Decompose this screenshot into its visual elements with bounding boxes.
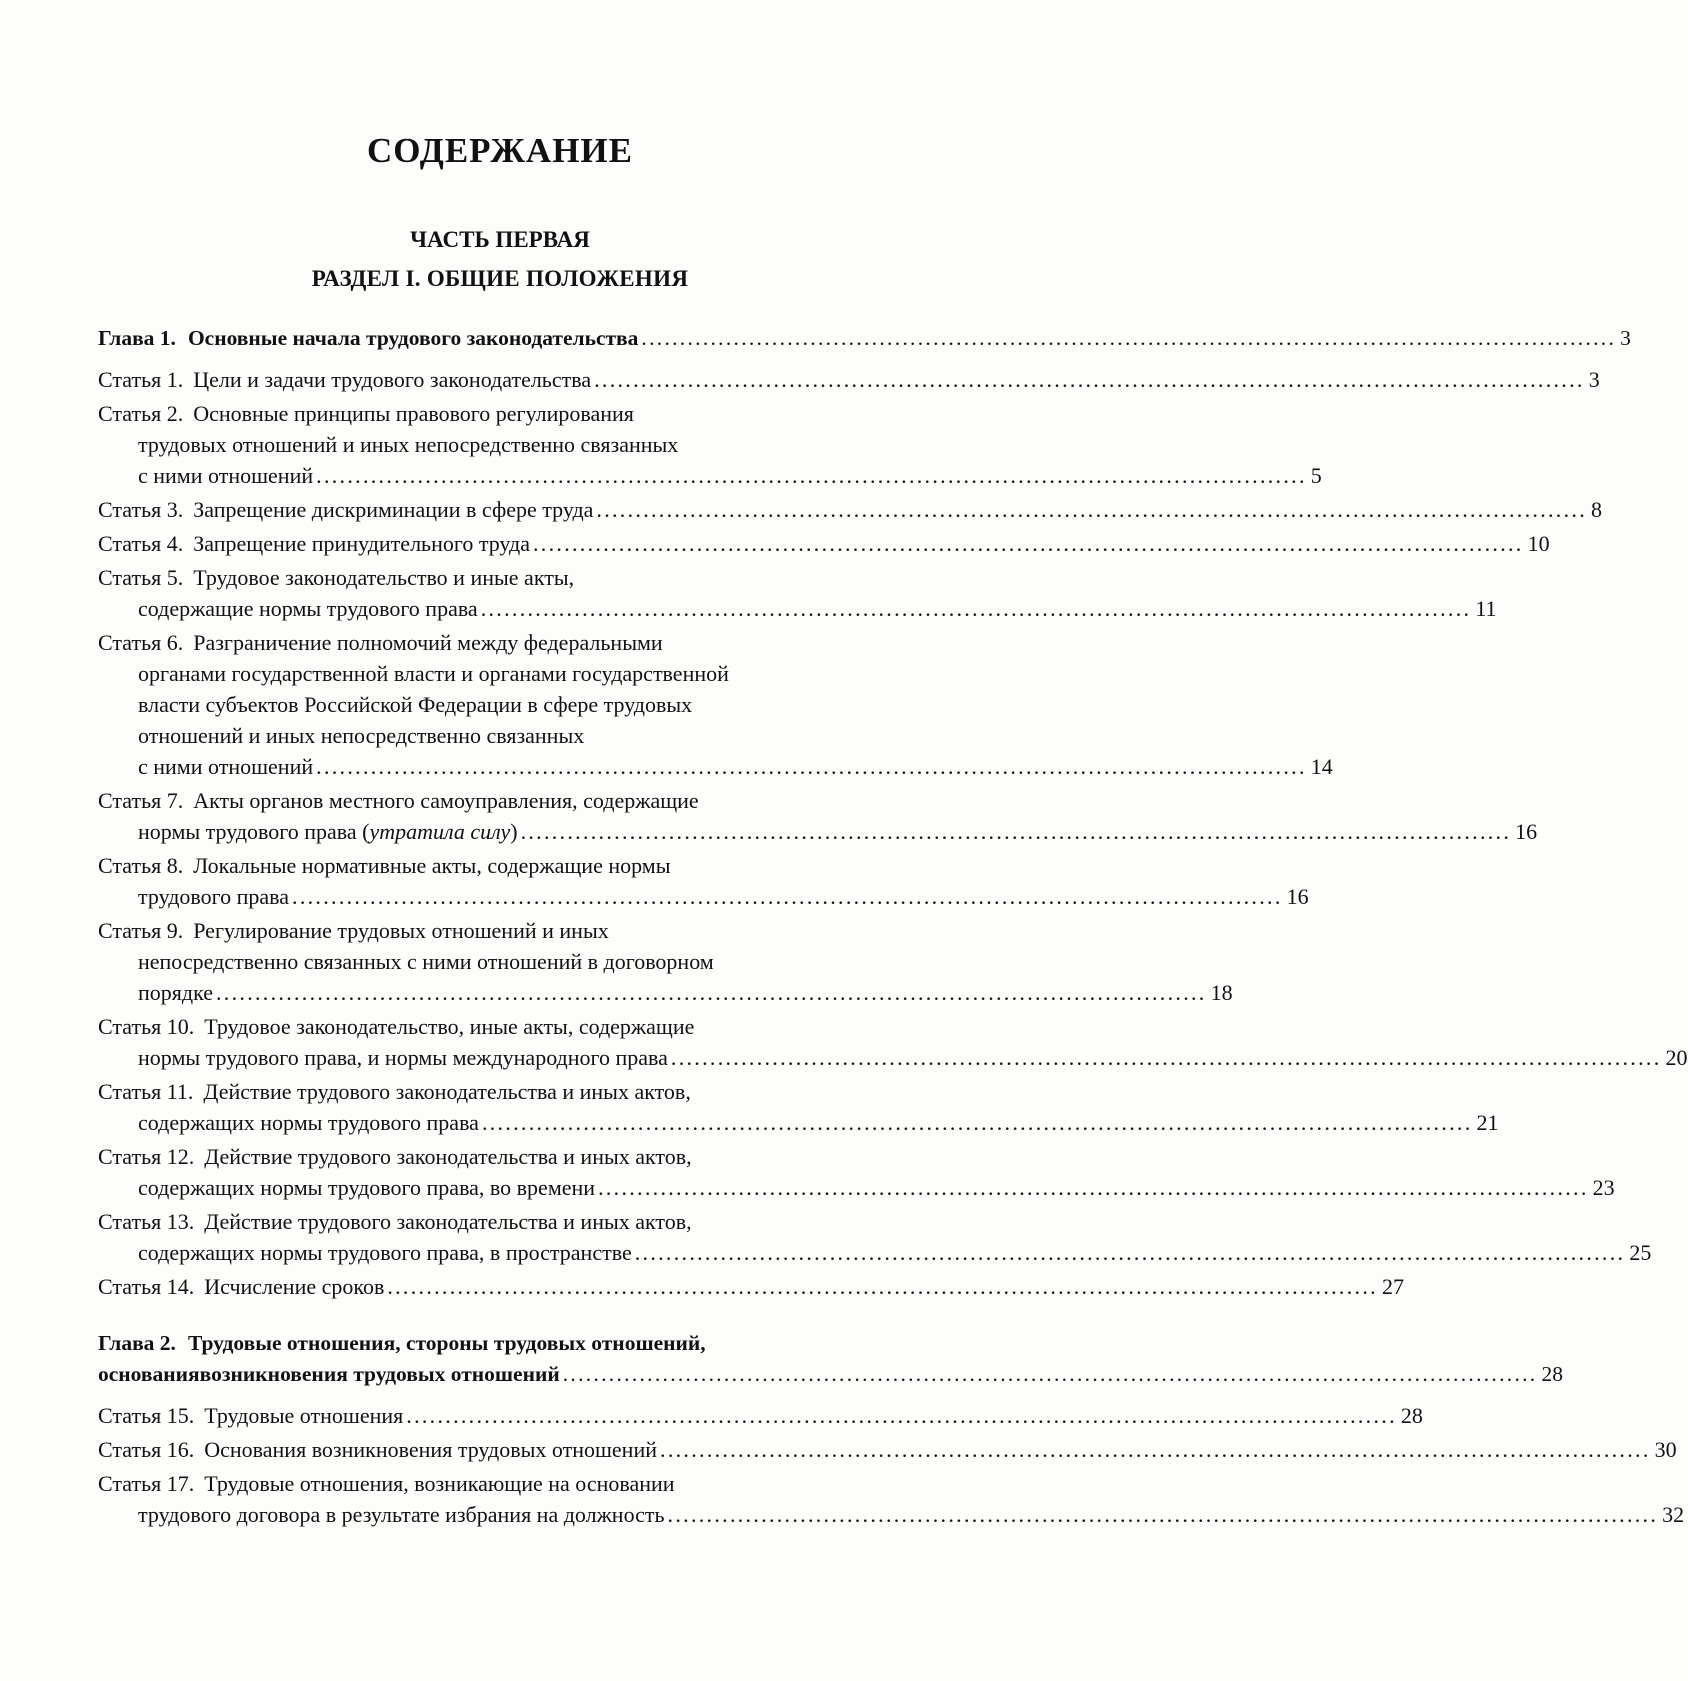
- article-label: Статья 2.: [98, 401, 184, 426]
- article-entry: [98, 1076, 1499, 1138]
- dot-leader: ...............................................................................................................................: [670, 1045, 1662, 1070]
- part-title: ЧАСТЬ ПЕРВАЯ: [410, 227, 590, 252]
- article-entry: [98, 1141, 1615, 1203]
- article-title-line: Действие трудового законодательства и иных актов,: [204, 1209, 692, 1234]
- article-label: Статья 14.: [98, 1274, 195, 1299]
- dot-leader: ...............................................................................................................................: [480, 596, 1472, 621]
- article-entry: [98, 627, 1333, 782]
- article-entry: [98, 398, 1322, 491]
- article-entry: [98, 1011, 1688, 1073]
- article-label: Статья 8.: [98, 853, 184, 878]
- dot-leader: ...............................................................................................................................: [562, 1362, 1538, 1386]
- article-label: Статья 16.: [98, 1437, 195, 1462]
- chapter-entry: [98, 1328, 1563, 1390]
- article-title-line: Основные принципы правового регулирования: [193, 401, 634, 426]
- article-label: Статья 9.: [98, 918, 184, 943]
- article-label: Статья 10.: [98, 1014, 195, 1039]
- page-number: 8: [1591, 497, 1603, 522]
- dot-leader: ...............................................................................................................................: [634, 1240, 1626, 1265]
- article-entry: [98, 1400, 1423, 1431]
- section-title: РАЗДЕЛ I. ОБЩИЕ ПОЛОЖЕНИЯ: [311, 266, 689, 291]
- article-title-line: Акты органов местного самоуправления, содержащие: [193, 788, 699, 813]
- article-title-line: Запрещение дискриминации в сфере труда: [193, 497, 594, 522]
- article-title-line: Регулирование трудовых отношений и иных: [193, 918, 609, 943]
- article-label: Статья 13.: [98, 1209, 195, 1234]
- article-title-line: Действие трудового законодательства и иных актов,: [204, 1144, 692, 1169]
- chapter-title: основаниявозникновения трудовых отношений: [98, 1362, 560, 1386]
- article-entry: Статья 7. Акты органов местного самоуправления, содержащие нормы трудового права (утратила силу) ............................................................................................................................... 16: [98, 785, 906, 847]
- article-label: Статья 7.: [98, 788, 184, 813]
- dot-leader: ...............................................................................................................................: [520, 819, 1512, 844]
- article-title-line: Трудовые отношения, возникающие на основании: [204, 1471, 675, 1496]
- article-title-line: Основания возникновения трудовых отношений: [204, 1437, 658, 1462]
- chapter-entry: [98, 323, 1631, 354]
- dot-leader: ...............................................................................................................................: [387, 1274, 1378, 1299]
- dot-leader: ...............................................................................................................................: [598, 1175, 1589, 1200]
- article-title-line: Цели и задачи трудового законодательства: [193, 367, 592, 392]
- article-title-line: Запрещение принудительного труда: [193, 531, 530, 556]
- page-number: 10: [1527, 531, 1550, 556]
- article-title-line: с ними отношений: [138, 463, 314, 488]
- article-title-line: Разграничение полномочий между федеральными: [193, 630, 663, 655]
- article-entry: [98, 915, 1233, 1008]
- page-number: 5: [1310, 463, 1322, 488]
- article-title-line: непосредственно связанных с ними отношений в договорном: [138, 949, 714, 974]
- page-number: 28: [1541, 1362, 1563, 1386]
- article-label: Статья 17.: [98, 1471, 195, 1496]
- table-of-contents: [98, 323, 1688, 1530]
- article-title-line: Трудовое законодательство, иные акты, содержащие: [204, 1014, 695, 1039]
- chapter-label: Глава 2.: [98, 1331, 176, 1355]
- article-title-line: содержащих нормы трудового права: [138, 1110, 479, 1135]
- dot-leader: ...............................................................................................................................: [481, 1110, 1473, 1135]
- article-title-line: органами государственной власти и органами государственной: [138, 661, 729, 686]
- chapter-label: Глава 1.: [98, 326, 176, 350]
- page-number: 23: [1592, 1175, 1615, 1200]
- dot-leader: ...............................................................................................................................: [316, 754, 1307, 779]
- article-entry: [98, 1434, 1677, 1465]
- article-entry: [98, 562, 1497, 624]
- article-label: Статья 12.: [98, 1144, 195, 1169]
- page-number: 25: [1629, 1240, 1652, 1265]
- article-title-line: отношений и иных непосредственно связанных: [138, 723, 585, 748]
- article-title-line: содержащих нормы трудового права, в пространстве: [138, 1240, 632, 1265]
- page-number: 16: [1286, 884, 1309, 909]
- article-title-line: трудовых отношений и иных непосредственно связанных: [138, 432, 679, 457]
- page-number: 28: [1400, 1403, 1423, 1428]
- page-number: 3: [1620, 326, 1631, 350]
- article-title-line: порядке: [138, 980, 213, 1005]
- page-number: 11: [1475, 596, 1497, 621]
- dot-leader: ...............................................................................................................................: [316, 463, 1307, 488]
- page-number: 21: [1476, 1110, 1499, 1135]
- page-number: 14: [1310, 754, 1333, 779]
- article-label: Статья 5.: [98, 565, 184, 590]
- page-number: 3: [1588, 367, 1600, 392]
- article-entry: [98, 364, 1600, 395]
- dot-leader: ...............................................................................................................................: [594, 367, 1585, 392]
- chapter-title: Основные начала трудового законодательства: [187, 326, 639, 350]
- article-title-line: содержащих нормы трудового права, во времени: [138, 1175, 596, 1200]
- article-entry: [98, 1206, 1652, 1268]
- article-title-line: Локальные нормативные акты, содержащие нормы: [193, 853, 671, 878]
- article-entry: [98, 1271, 1404, 1302]
- dot-leader: ...............................................................................................................................: [216, 980, 1207, 1005]
- article-title-line: содержащие нормы трудового права: [138, 596, 478, 621]
- article-title-line: Трудовые отношения: [204, 1403, 404, 1428]
- repealed-note: утратила силу: [369, 819, 511, 844]
- article-title-line: власти субъектов Российской Федерации в сфере трудовых: [138, 692, 693, 717]
- page-title: СОДЕРЖАНИЕ: [366, 131, 633, 170]
- page-number: 16: [1515, 819, 1538, 844]
- article-label: Статья 4.: [98, 531, 184, 556]
- dot-leader: ...............................................................................................................................: [533, 531, 1524, 556]
- article-title-line: с ними отношений: [138, 754, 314, 779]
- article-title-line: трудового договора в результате избрания на должность: [138, 1502, 665, 1527]
- article-label: Статья 6.: [98, 630, 184, 655]
- dot-leader: ...............................................................................................................................: [292, 884, 1283, 909]
- article-entry: [98, 494, 1603, 525]
- article-entry: [98, 528, 1550, 559]
- dot-leader: ...............................................................................................................................: [667, 1502, 1659, 1527]
- article-label: Статья 1.: [98, 367, 184, 392]
- chapter-title: Трудовые отношения, стороны трудовых отношений,: [187, 1331, 706, 1355]
- article-entry: [98, 1468, 1685, 1530]
- article-label: Статья 11.: [98, 1079, 194, 1104]
- page-number: 30: [1654, 1437, 1677, 1462]
- page-number: 20: [1665, 1045, 1688, 1070]
- article-label: Статья 3.: [98, 497, 184, 522]
- article-title-line: трудового права: [138, 884, 290, 909]
- article-title-line: Исчисление сроков: [204, 1274, 385, 1299]
- dot-leader: ...............................................................................................................................: [406, 1403, 1397, 1428]
- article-title-line: нормы трудового права: [138, 819, 357, 844]
- page-number: 18: [1210, 980, 1233, 1005]
- dot-leader: ...............................................................................................................................: [660, 1437, 1651, 1462]
- article-title-line: Трудовое законодательство и иные акты,: [193, 565, 575, 590]
- dot-leader: ...............................................................................................................................: [641, 326, 1617, 350]
- page-number: 32: [1662, 1502, 1685, 1527]
- article-label: Статья 15.: [98, 1403, 195, 1428]
- article-entry: [98, 850, 1309, 912]
- page-number: 27: [1381, 1274, 1404, 1299]
- article-title-line: нормы трудового права, и нормы международного права: [138, 1045, 668, 1070]
- dot-leader: ...............................................................................................................................: [596, 497, 1588, 522]
- article-title-line: Действие трудового законодательства и иных актов,: [203, 1079, 691, 1104]
